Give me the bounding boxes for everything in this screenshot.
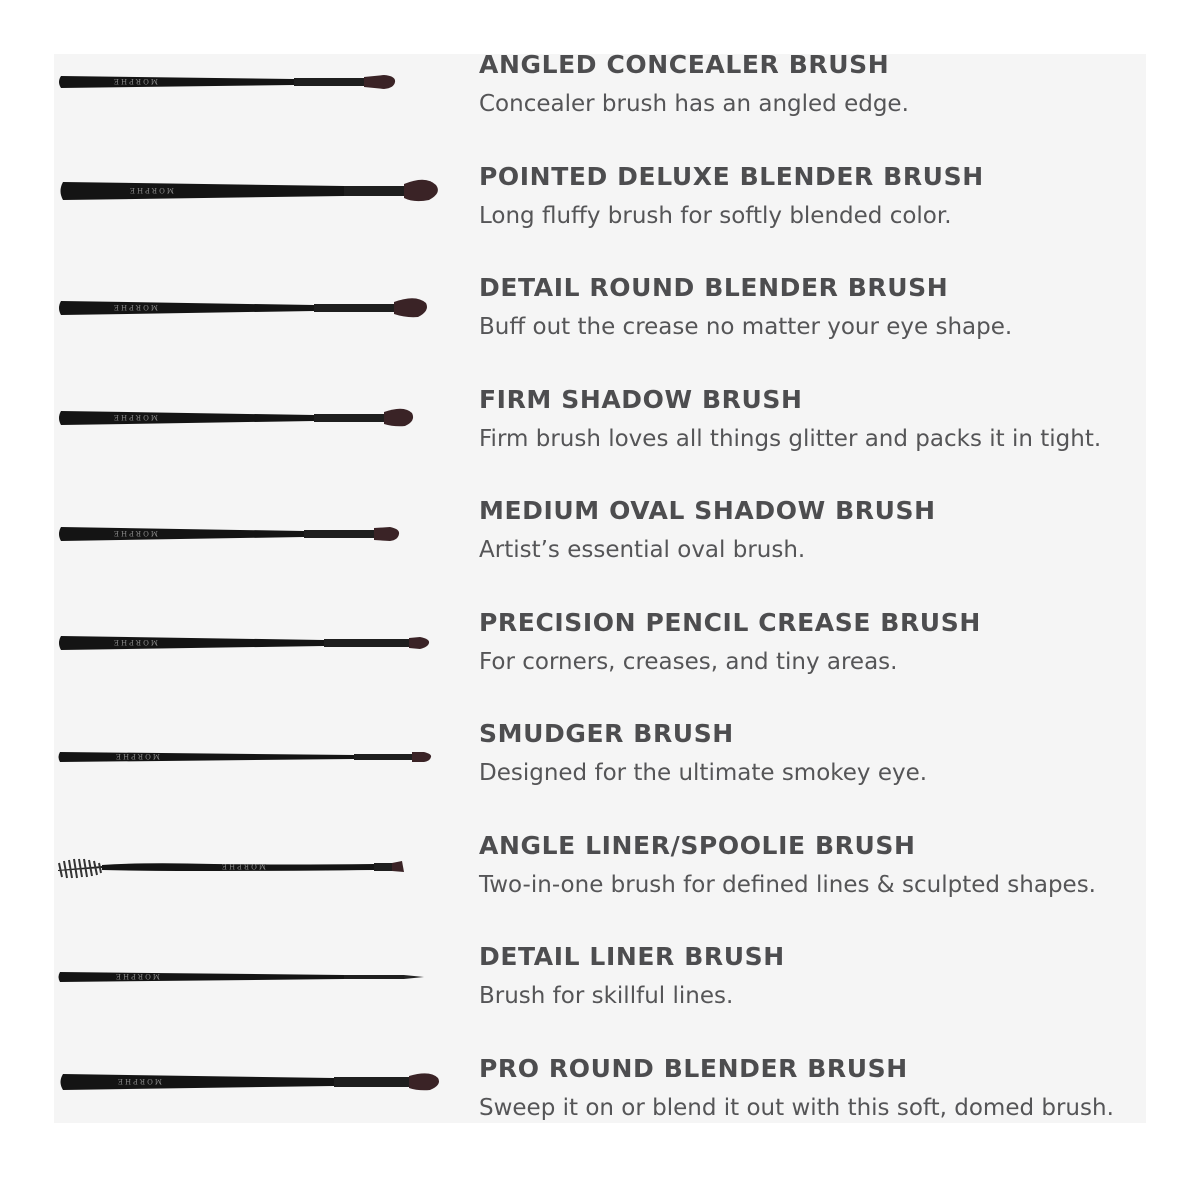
brush-name: POINTED DELUXE BLENDER BRUSH bbox=[479, 162, 984, 191]
brush-entry bbox=[479, 720, 1179, 787]
pro-round-blender-brush-image bbox=[61, 1073, 440, 1090]
medium-oval-shadow-brush-image bbox=[59, 527, 399, 541]
brush-description: Designed for the ultimate smokey eye. bbox=[479, 760, 928, 786]
brush-illustrations bbox=[54, 54, 454, 1123]
brush-name: DETAIL LINER BRUSH bbox=[479, 942, 785, 971]
brush-description: Two-in-one brush for defined lines & sculpted shapes. bbox=[479, 872, 1096, 898]
brush-entry bbox=[479, 609, 1179, 676]
brush-description: Concealer brush has an angled edge. bbox=[479, 91, 909, 117]
brush-name: DETAIL ROUND BLENDER BRUSH bbox=[479, 273, 949, 302]
brand-text: MORPHE bbox=[111, 77, 158, 85]
brush-description: Buff out the crease no matter your eye shape. bbox=[479, 314, 1013, 340]
brand-text: MORPHE bbox=[111, 413, 158, 421]
brush-entry bbox=[479, 51, 1179, 118]
brand-text: MORPHE bbox=[111, 303, 158, 311]
brush-description: Brush for skillful lines. bbox=[479, 983, 734, 1009]
brush-description: Sweep it on or blend it out with this soft, domed brush. bbox=[479, 1095, 1114, 1121]
precision-pencil-crease-brush-image bbox=[59, 636, 429, 650]
brush-entry bbox=[479, 497, 1179, 564]
pointed-deluxe-blender-brush-image bbox=[61, 180, 438, 201]
brush-name: MEDIUM OVAL SHADOW BRUSH bbox=[479, 496, 936, 525]
brush-name: PRO ROUND BLENDER BRUSH bbox=[479, 1054, 908, 1083]
brush-entry bbox=[479, 386, 1179, 453]
firm-shadow-brush-image bbox=[59, 409, 413, 427]
angled-concealer-brush-image bbox=[59, 75, 395, 89]
spoolie-head bbox=[58, 859, 102, 878]
brand-text: MORPHE bbox=[127, 186, 174, 194]
detail-liner-brush-image bbox=[59, 972, 425, 982]
brand-text: MORPHE bbox=[113, 972, 160, 980]
brush-entry bbox=[479, 1055, 1179, 1122]
brand-text: MORPHE bbox=[219, 862, 266, 870]
brush-description: Artist’s essential oval brush. bbox=[479, 537, 806, 563]
brush-description: Long fluffy brush for softly blended color. bbox=[479, 203, 952, 229]
detail-round-blender-brush-image bbox=[59, 298, 427, 317]
brush-name: FIRM SHADOW BRUSH bbox=[479, 385, 803, 414]
brush-entry bbox=[479, 832, 1179, 899]
brush-entry bbox=[479, 163, 1179, 230]
brush-description: Firm brush loves all things glitter and packs it in tight. bbox=[479, 426, 1102, 452]
brand-text: MORPHE bbox=[111, 529, 158, 537]
brush-name: PRECISION PENCIL CREASE BRUSH bbox=[479, 608, 981, 637]
smudger-brush-image bbox=[59, 752, 432, 762]
brush-name: ANGLED CONCEALER BRUSH bbox=[479, 50, 890, 79]
brand-text: MORPHE bbox=[115, 1077, 162, 1085]
brand-text: MORPHE bbox=[111, 638, 158, 646]
brand-text: MORPHE bbox=[113, 752, 160, 760]
brush-name: ANGLE LINER/SPOOLIE BRUSH bbox=[479, 831, 916, 860]
brush-entry bbox=[479, 274, 1179, 341]
brush-description: For corners, creases, and tiny areas. bbox=[479, 649, 898, 675]
brush-name: SMUDGER BRUSH bbox=[479, 719, 734, 748]
angle-liner-spoolie-brush-image bbox=[58, 859, 404, 878]
brush-entry bbox=[479, 943, 1179, 1010]
